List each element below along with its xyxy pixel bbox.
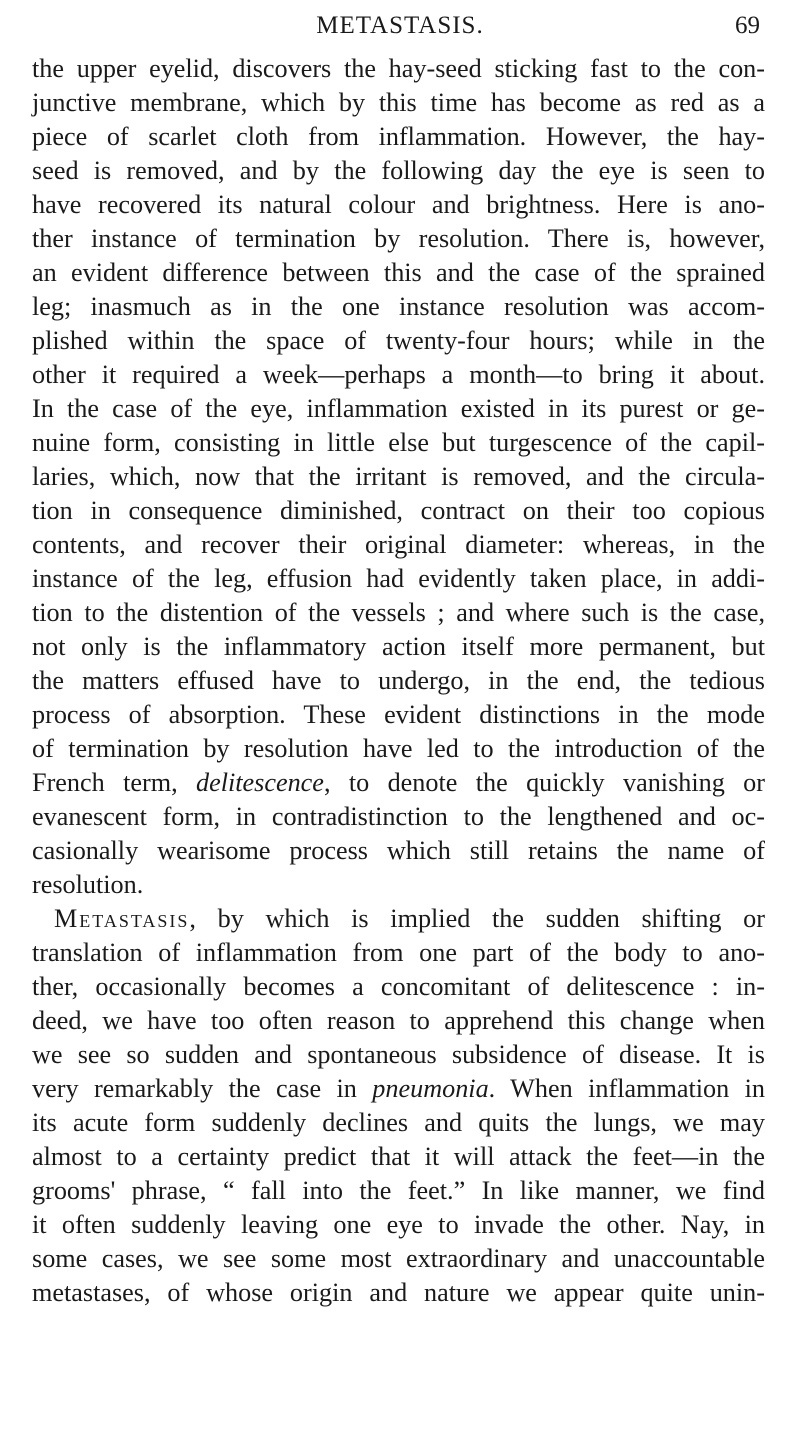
- page-number: 69: [735, 12, 760, 39]
- text-line: In the case of the eye, inflammation existed in its purest or ge-: [32, 394, 765, 423]
- text-segment: , by which is implied the sudden shifting or: [189, 904, 765, 933]
- text-line: laries, which, now that the irritant is removed, and the circula-: [32, 462, 765, 491]
- text-line: tion in consequence diminished, contract on their too copious: [32, 496, 765, 525]
- text-line: some cases, we see some most extraordinary and unaccountable: [32, 1244, 765, 1273]
- text-line: have recovered its natural colour and brightness. Here is ano-: [32, 190, 765, 219]
- text-line: process of absorption. These evident distinctions in the mode: [32, 700, 765, 729]
- text-line: [32, 766, 765, 800]
- italic-term: pneumonia: [372, 1074, 489, 1103]
- text-line: junctive membrane, which by this time has become as red as a: [32, 88, 765, 117]
- text-segment: French term,: [32, 768, 196, 797]
- text-line: ther instance of termination by resolution. There is, however,: [32, 224, 765, 253]
- text-line: nuine form, consisting in little else but turgescence of the capil-: [32, 428, 765, 457]
- text-line: [32, 1072, 765, 1106]
- text-line: ther, occasionally becomes a concomitant of delitescence : in-: [32, 972, 765, 1001]
- text-line: leg; inasmuch as in the one instance resolution was accom-: [32, 292, 765, 321]
- text-line: an evident difference between this and the case of the sprained: [32, 258, 765, 287]
- text-line: instance of the leg, effusion had evidently taken place, in addi-: [32, 564, 765, 593]
- italic-term: delitescence: [195, 768, 324, 797]
- text-line: grooms' phrase, “ fall into the feet.” In like manner, we find: [32, 1176, 765, 1205]
- text-segment: , to denote the quickly vanishing or: [323, 768, 765, 797]
- text-line: piece of scarlet cloth from inflammation. However, the hay-: [32, 122, 765, 151]
- text-line: translation of inflammation from one part of the body to ano-: [32, 938, 765, 967]
- text-line: it often suddenly leaving one eye to invade the other. Nay, in: [32, 1210, 765, 1239]
- text-line: other it required a week—perhaps a month—to bring it about.: [32, 360, 765, 389]
- text-line: tion to the distention of the vessels ; and where such is the case,: [32, 598, 765, 627]
- text-line: its acute form suddenly declines and quits the lungs, we may: [32, 1108, 765, 1137]
- text-line: evanescent form, in contradistinction to the lengthened and oc-: [32, 802, 765, 831]
- text-line: we see so sudden and spontaneous subsidence of disease. It is: [32, 1040, 765, 1069]
- text-line: almost to a certainty predict that it will attack the feet—in the: [32, 1142, 765, 1171]
- text-line: plished within the space of twenty-four hours; while in the: [32, 326, 765, 355]
- text-segment: . When inflammation in: [488, 1074, 765, 1103]
- body-text: [32, 52, 765, 1310]
- text-line: seed is removed, and by the following day the eye is seen to: [32, 156, 765, 185]
- text-line: resolution.: [32, 870, 144, 899]
- text-line: the upper eyelid, discovers the hay-seed sticking fast to the con-: [32, 54, 765, 83]
- running-head: [0, 6, 800, 54]
- text-line: casionally wearisome process which still retains the name of: [32, 836, 765, 865]
- small-caps-term: Metastasis: [54, 904, 190, 933]
- text-line: of termination by resolution have led to the introduction of the: [32, 734, 765, 763]
- text-line: not only is the inflammatory action itself more permanent, but: [32, 632, 765, 661]
- text-line: contents, and recover their original diameter: whereas, in the: [32, 530, 765, 559]
- text-segment: very remarkably the case in: [32, 1074, 373, 1103]
- text-line: deed, we have too often reason to apprehend this change when: [32, 1006, 765, 1035]
- running-head-title: METASTASIS.: [316, 12, 484, 39]
- text-line: metastases, of whose origin and nature we appear quite unin-: [32, 1278, 765, 1307]
- text-line: the matters effused have to undergo, in the end, the tedious: [32, 666, 765, 695]
- text-line: [32, 902, 765, 936]
